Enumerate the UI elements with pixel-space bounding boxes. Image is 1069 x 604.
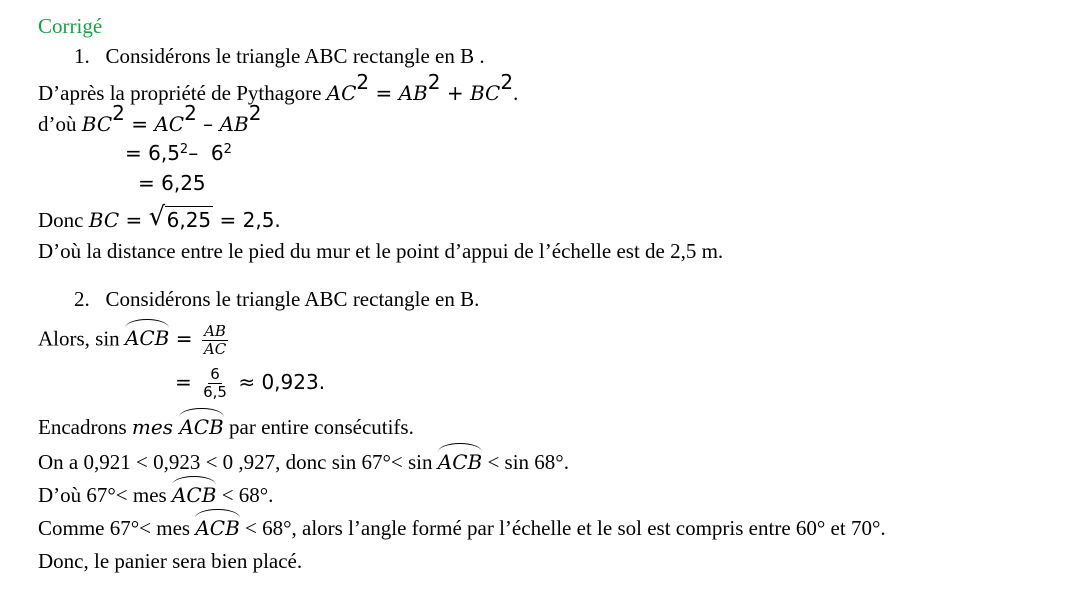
inequality-text: On a 0,921 < 0,923 < 0 ,927, donc sin 67°< sin bbox=[38, 450, 438, 474]
item-1-number: 1. bbox=[74, 44, 90, 68]
inequality-end: < sin 68°. bbox=[482, 450, 569, 474]
angle-bound-end: < 68°. bbox=[216, 483, 274, 507]
math-ab: AB bbox=[219, 112, 249, 136]
alors-sin-text: Alors, sin bbox=[38, 326, 125, 351]
minus: – bbox=[196, 112, 220, 136]
item-1 bbox=[74, 43, 485, 69]
equals: = bbox=[175, 370, 199, 394]
bc-squared-line bbox=[38, 101, 262, 137]
item-2-text: Considérons le triangle ABC rectangle en B. bbox=[105, 287, 480, 311]
denominator: AC bbox=[203, 340, 227, 358]
angle-bound-line bbox=[38, 482, 273, 508]
comme-end: < 68°, alors l’angle formé par l’échelle et le sol est compris entre 60° et 70°. bbox=[239, 516, 886, 540]
angle-acb: ACB bbox=[437, 450, 483, 474]
item-1-text: Considérons le triangle ABC rectangle en B . bbox=[105, 44, 485, 68]
result: = 2,5. bbox=[213, 208, 281, 232]
math-bc: BC bbox=[469, 81, 501, 105]
pythagore-line bbox=[38, 70, 519, 106]
angle-acb: ACB bbox=[124, 326, 170, 351]
donc-bc-line bbox=[38, 202, 281, 233]
item-2 bbox=[74, 286, 479, 312]
calc-line-2: = 6,25 bbox=[138, 171, 206, 195]
numerator: AB bbox=[204, 322, 226, 340]
exp: 2 bbox=[179, 141, 189, 157]
calc-value: 6 bbox=[210, 141, 224, 165]
minus: – bbox=[188, 141, 205, 165]
denominator: 6,5 bbox=[203, 383, 227, 401]
equals: = bbox=[119, 208, 149, 232]
numerator: 6 bbox=[210, 365, 220, 383]
angle-acb: ACB bbox=[195, 516, 240, 540]
square-root bbox=[148, 202, 214, 233]
comme-line bbox=[38, 515, 886, 541]
exp: 2 bbox=[427, 70, 441, 94]
fraction-ab-ac bbox=[202, 323, 228, 358]
calc-value: = 6,5 bbox=[125, 141, 180, 165]
exp: 2 bbox=[356, 70, 370, 94]
comme-text: Comme 67°< mes bbox=[38, 516, 196, 540]
exp: 2 bbox=[500, 70, 514, 94]
equals: = bbox=[369, 81, 399, 105]
pythagore-text: D’après la propriété de Pythagore bbox=[38, 81, 327, 105]
donc-text: Donc bbox=[38, 208, 89, 232]
final-conclusion: Donc, le panier sera bien placé. bbox=[38, 549, 303, 573]
equals: = bbox=[124, 112, 155, 136]
angle-bound-text: D’où 67°< mes bbox=[38, 483, 172, 507]
angle-acb: ACB bbox=[179, 415, 224, 439]
encadrons-text: Encadrons bbox=[38, 415, 132, 439]
radical-icon: √ bbox=[148, 202, 166, 232]
inequality-line bbox=[38, 449, 569, 475]
radicand: 6,25 bbox=[166, 208, 212, 232]
math-bc: BC bbox=[88, 208, 120, 232]
math-ab: AB bbox=[398, 81, 428, 105]
exp: 2 bbox=[223, 141, 232, 157]
encadrons-end: par entire consécutifs. bbox=[223, 415, 414, 439]
angle-acb: ACB bbox=[171, 483, 217, 507]
math-bc: BC bbox=[81, 112, 113, 136]
equals: = bbox=[169, 326, 199, 351]
exp: 2 bbox=[248, 101, 262, 125]
item-2-number: 2. bbox=[74, 287, 90, 311]
exp: 2 bbox=[112, 101, 125, 125]
mes-text: mes bbox=[131, 415, 180, 439]
result: ≈ 0,923. bbox=[231, 370, 326, 394]
math-ac: AC bbox=[154, 112, 185, 136]
math-ac: AC bbox=[326, 81, 357, 105]
distance-conclusion: D’où la distance entre le pied du mur et le point d’appui de l’échelle est de 2,5 m. bbox=[38, 239, 724, 263]
fraction-6-6-5 bbox=[201, 366, 229, 401]
sin-value-line bbox=[175, 366, 325, 401]
heading-corrige: Corrigé bbox=[38, 14, 103, 38]
encadrons-line bbox=[38, 414, 414, 440]
calc-line-1 bbox=[125, 140, 232, 170]
dou-text: d’où bbox=[38, 112, 82, 136]
sin-line bbox=[38, 323, 231, 358]
plus: + bbox=[440, 81, 470, 105]
period: . bbox=[513, 81, 519, 105]
exp: 2 bbox=[184, 101, 197, 125]
